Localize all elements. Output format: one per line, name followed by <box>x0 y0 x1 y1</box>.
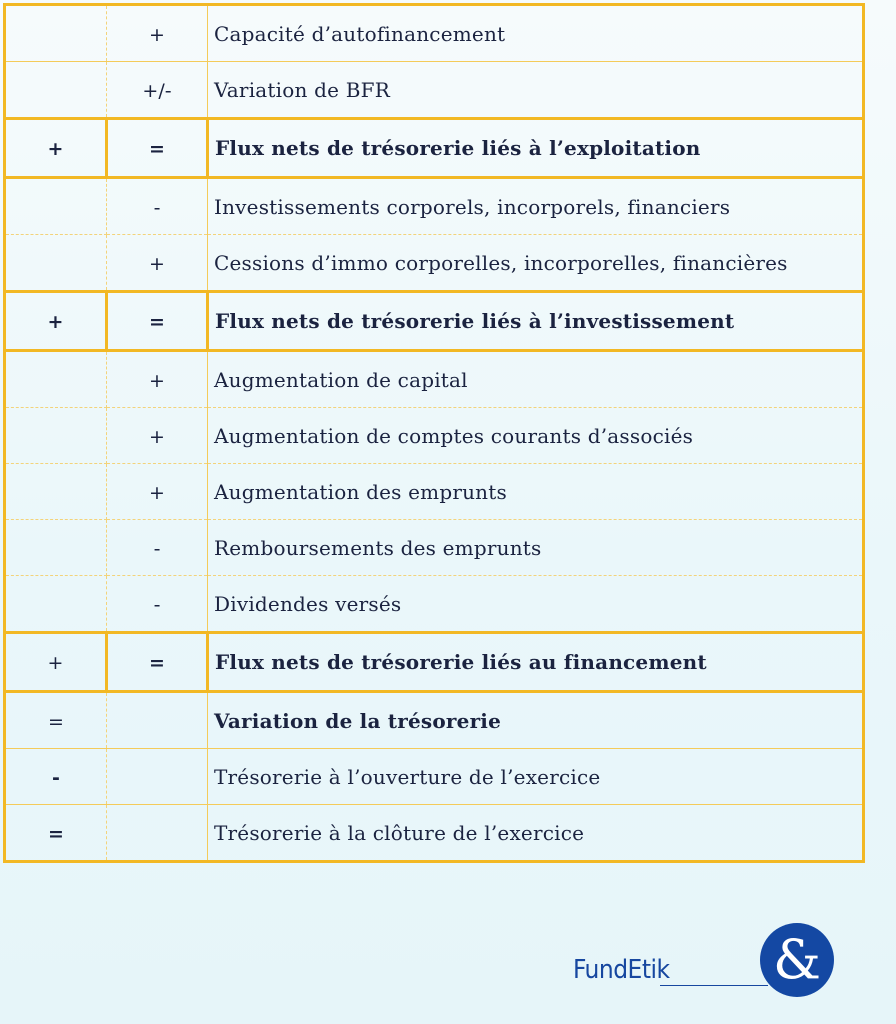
sign-cell <box>5 5 107 62</box>
operator-symbol: + <box>149 23 165 46</box>
subtotal-row-investissement <box>5 292 864 351</box>
operator-cell <box>107 576 208 633</box>
table-row <box>5 62 864 119</box>
operator-symbol: - <box>153 196 161 219</box>
table-row <box>5 5 864 62</box>
operator-symbol: +/- <box>142 79 172 102</box>
operator-symbol: = <box>149 311 165 333</box>
subtotal-row-financement <box>5 633 864 692</box>
brand-name: FundEtik <box>573 955 670 985</box>
operator-cell <box>107 520 208 576</box>
table-row <box>5 576 864 633</box>
operator-cell <box>107 408 208 464</box>
operator-symbol: - <box>153 593 161 616</box>
subtotal-row-exploitation <box>5 119 864 178</box>
table-row <box>5 464 864 520</box>
cash-flow-table <box>3 3 865 863</box>
operator-symbol: + <box>149 252 165 275</box>
operator-cell <box>107 178 208 235</box>
sign-cell <box>5 464 107 520</box>
sign-symbol: - <box>52 766 60 789</box>
sign-cell <box>5 749 107 805</box>
sign-symbol: + <box>47 138 64 160</box>
operator-cell <box>107 119 208 178</box>
row-label: Trésorerie à la clôture de l’exercice <box>208 805 864 862</box>
operator-cell <box>107 633 208 692</box>
sign-cell <box>5 805 107 862</box>
row-label: Cessions d’immo corporelles, incorporelles, financières <box>208 235 864 292</box>
sign-cell <box>5 576 107 633</box>
operator-symbol: + <box>149 481 165 504</box>
table-row-variation <box>5 692 864 749</box>
sign-cell <box>5 235 107 292</box>
operator-cell <box>107 5 208 62</box>
table-row <box>5 408 864 464</box>
sign-cell <box>5 292 107 351</box>
row-label: Variation de la trésorerie <box>208 692 864 749</box>
table-row <box>5 749 864 805</box>
row-label: Remboursements des emprunts <box>208 520 864 576</box>
sign-cell <box>5 692 107 749</box>
row-label: Flux nets de trésorerie liés à l’exploitation <box>208 119 864 178</box>
operator-cell <box>107 235 208 292</box>
sign-cell <box>5 408 107 464</box>
table-row <box>5 520 864 576</box>
operator-symbol: = <box>149 652 165 674</box>
row-label: Flux nets de trésorerie liés à l’investissement <box>208 292 864 351</box>
operator-cell <box>107 292 208 351</box>
operator-cell <box>107 749 208 805</box>
operator-symbol: - <box>153 537 161 560</box>
sign-symbol: + <box>47 311 64 333</box>
row-label: Augmentation de comptes courants d’associés <box>208 408 864 464</box>
ampersand-logo-icon: & <box>760 923 834 997</box>
operator-symbol: + <box>149 369 165 392</box>
table-row <box>5 235 864 292</box>
sign-cell <box>5 62 107 119</box>
row-label: Flux nets de trésorerie liés au financement <box>208 633 864 692</box>
row-label: Trésorerie à l’ouverture de l’exercice <box>208 749 864 805</box>
sign-symbol: + <box>47 652 64 674</box>
row-label: Investissements corporels, incorporels, financiers <box>208 178 864 235</box>
operator-cell <box>107 464 208 520</box>
sign-cell <box>5 178 107 235</box>
row-label: Augmentation des emprunts <box>208 464 864 520</box>
sign-cell <box>5 351 107 408</box>
operator-cell <box>107 805 208 862</box>
operator-symbol: + <box>149 425 165 448</box>
row-label: Variation de BFR <box>208 62 864 119</box>
sign-cell <box>5 633 107 692</box>
brand-underline <box>660 985 768 986</box>
sign-cell <box>5 520 107 576</box>
operator-cell <box>107 62 208 119</box>
table-row <box>5 351 864 408</box>
row-label: Augmentation de capital <box>208 351 864 408</box>
table-row <box>5 805 864 862</box>
row-label: Dividendes versés <box>208 576 864 633</box>
sign-symbol: = <box>48 822 64 845</box>
operator-symbol: = <box>149 138 165 160</box>
operator-cell <box>107 692 208 749</box>
table-row <box>5 178 864 235</box>
operator-cell <box>107 351 208 408</box>
sign-symbol: = <box>48 710 64 733</box>
sign-cell <box>5 119 107 178</box>
row-label: Capacité d’autofinancement <box>208 5 864 62</box>
